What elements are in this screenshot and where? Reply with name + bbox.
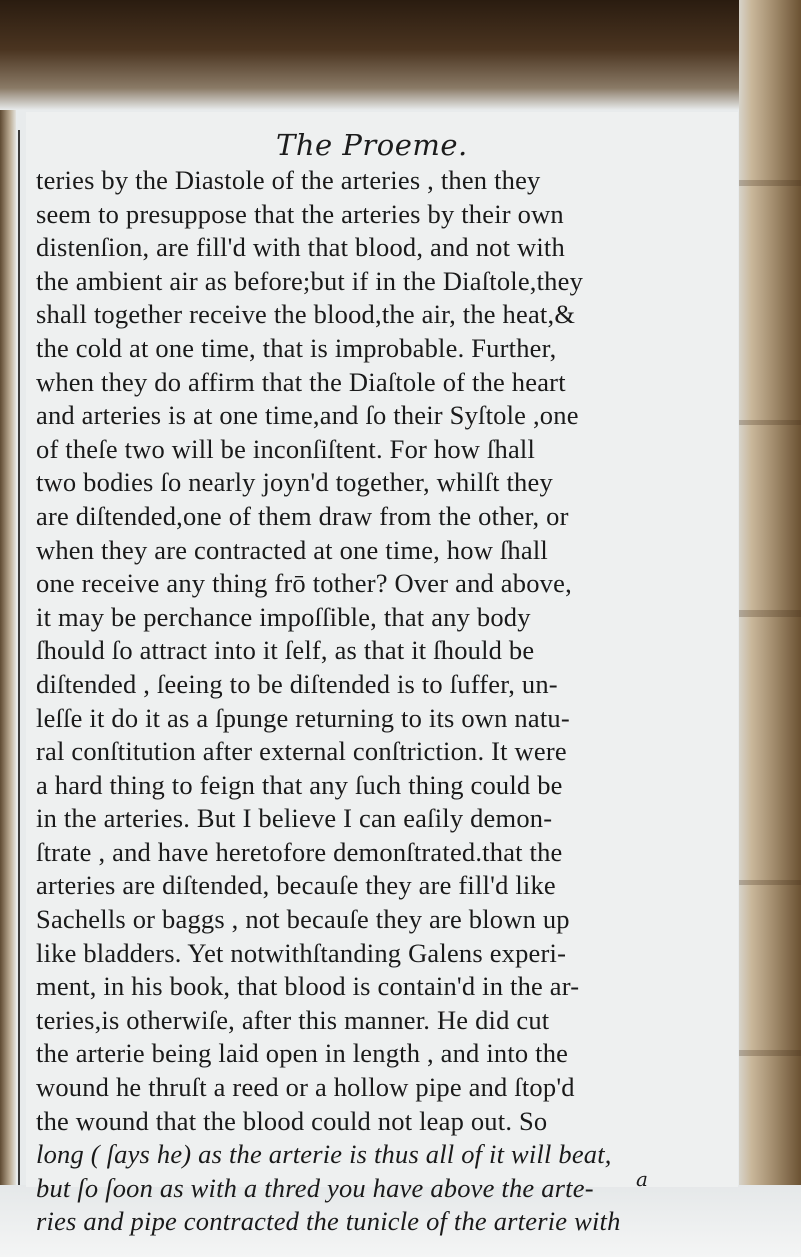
text-line: ſtrate , and have heretofore demonſtrated.that the [36, 836, 563, 867]
running-head: The Proeme. [276, 128, 468, 162]
signature-mark: a [636, 1167, 648, 1191]
text-line: when they are contracted at one time, how ſhall [36, 534, 548, 565]
text-line: of theſe two will be inconſiſtent. For how ſhall [36, 433, 536, 464]
text-line: long ( ſays he) as the arterie is thus all of it will beat, [36, 1139, 612, 1170]
text-line: when they do affirm that the Diaſtole of the heart [36, 366, 566, 397]
text-line: ries and pipe contracted the tunicle of the arterie with [36, 1206, 621, 1237]
text-line: seem to presuppose that the arteries by their own [36, 198, 564, 229]
text-line: are diſtended,one of them draw from the other, or [36, 500, 569, 531]
text-line: ral conſtitution after external conſtriction. It were [36, 736, 567, 767]
text-line: two bodies ſo nearly joyn'd together, whilſt they [36, 467, 553, 498]
text-line: the wound that the blood could not leap out. So [36, 1105, 548, 1136]
top-shadow [0, 0, 801, 110]
text-line: leſſe it do it as a ſpunge returning to its own natu- [36, 702, 570, 733]
text-line: distenſion, are fill'd with that blood, and not with [36, 232, 565, 263]
text-line: in the arteries. But I believe I can eaſily demon- [36, 803, 553, 834]
gutter-rule [18, 130, 20, 1210]
text-line: it may be perchance impoſſible, that any body [36, 601, 531, 632]
text-line: the ambient air as before;but if in the Diaſtole,they [36, 265, 584, 296]
text-line: ſhould ſo attract into it ſelf, as that it ſhould be [36, 635, 535, 666]
text-line: one receive any thing frō tother? Over and above, [36, 568, 572, 599]
text-line: arteries are diſtended, becauſe they are fill'd like [36, 870, 556, 901]
text-line: teries by the Diastole of the arteries , then they [36, 165, 541, 195]
text-line: teries,is otherwiſe, after this manner. He did cut [36, 1004, 550, 1035]
text-line: shall together receive the blood,the air, the heat,& [36, 299, 576, 330]
page-edges [739, 0, 801, 1257]
text-line: the cold at one time, that is improbable. Further, [36, 332, 557, 363]
text-line: ment, in his book, that blood is contain'd in the ar- [36, 971, 580, 1002]
text-line: Sachells or baggs , not becauſe they are blown up [36, 904, 570, 935]
text-line: diſtended , ſeeing to be diſtended is to ſuffer, un- [36, 668, 558, 699]
binding-edge [0, 110, 16, 1230]
text-line: a hard thing to feign that any ſuch thing could be [36, 769, 563, 800]
text-line: like bladders. Yet notwithſtanding Galens experi- [36, 937, 567, 968]
body-text [36, 164, 726, 1239]
text-line: and arteries is at one time,and ſo their Syſtole ,one [36, 400, 579, 431]
text-line: wound he thruſt a reed or a hollow pipe and ſtop'd [36, 1072, 575, 1103]
text-line: the arterie being laid open in length , and into the [36, 1038, 569, 1069]
text-line: but ſo ſoon as with a thred you have above the arte- [36, 1172, 594, 1203]
book-page [26, 112, 738, 1237]
